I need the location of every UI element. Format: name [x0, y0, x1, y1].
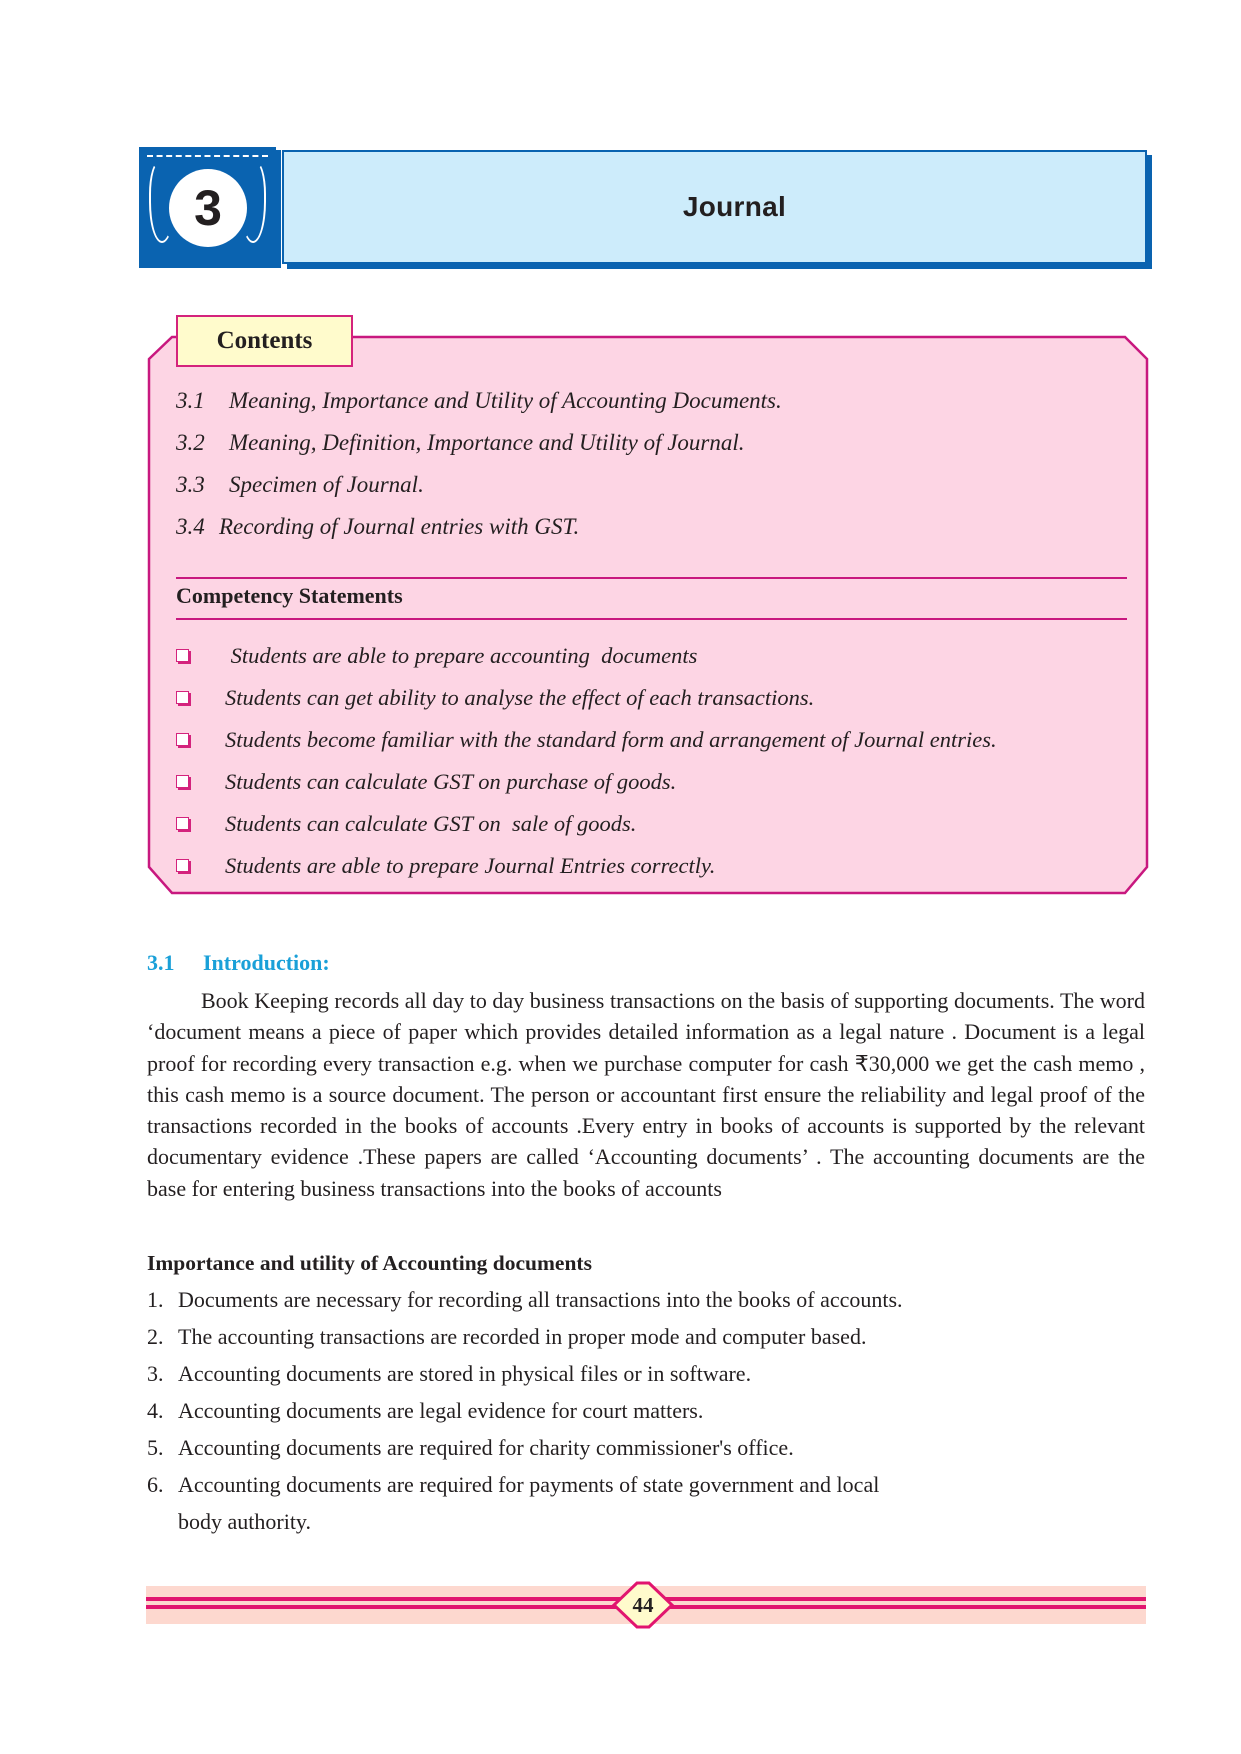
title-accent-bar — [276, 150, 281, 268]
competency-item — [176, 685, 814, 711]
chapter-title-box — [282, 150, 1147, 264]
section-heading — [147, 950, 330, 976]
list-item — [147, 1324, 866, 1350]
competency-item — [176, 853, 715, 879]
contents-label: Contents — [176, 315, 353, 367]
list-item-number: 3. — [147, 1361, 164, 1386]
checkbox-bullet-icon — [176, 649, 189, 662]
competency-item-text: Students are able to prepare Journal Entries correctly. — [225, 853, 716, 878]
checkbox-bullet-icon — [176, 817, 189, 830]
competency-item — [176, 727, 997, 753]
divider — [176, 577, 1127, 579]
competency-item-text: Students become familiar with the standard form and arrangement of Journal entries. — [225, 727, 997, 752]
competency-item — [176, 769, 676, 795]
list-item-text: Accounting documents are legal evidence for court matters. — [178, 1398, 704, 1423]
competency-item — [176, 811, 636, 837]
toc-item-number: 3.2 — [176, 430, 205, 455]
list-item — [147, 1287, 903, 1313]
checkbox-bullet-icon — [176, 859, 189, 872]
checkbox-bullet-icon — [176, 775, 189, 788]
competency-item — [176, 643, 697, 669]
checkbox-bullet-icon — [176, 733, 189, 746]
list-item-number: 2. — [147, 1324, 164, 1349]
competency-item-text: Students are able to prepare accounting documents — [225, 643, 698, 668]
toc-item-number: 3.1 — [176, 388, 205, 413]
toc-item — [176, 388, 782, 414]
chapter-number: 3 — [169, 169, 247, 247]
toc-item-text: Specimen of Journal. — [229, 472, 424, 497]
introduction-paragraph: Book Keeping records all day to day business transactions on the basis of supporting documents. The word ‘document means a piece of paper which provides detailed information as a legal nature . Document is a legal proof for recording every transaction e.g. when we purchase computer for cash ₹30,000 we get the cash memo , this cash memo is a source document. The person or accountant first ensure the reliability and legal proof of the transactions recorded in the books of accounts .Every entry in books of accounts is supported by the relevant documentary evidence .These papers are called ‘Accounting documents’ . The accounting documents are the base for entering business transactions into the books of accounts — [147, 988, 1145, 1201]
list-item-number: 1. — [147, 1287, 164, 1312]
toc-item — [176, 472, 424, 498]
list-item — [147, 1435, 794, 1461]
list-item-number: 6. — [147, 1472, 164, 1497]
competency-heading: Competency Statements — [176, 583, 403, 608]
list-item — [147, 1472, 879, 1498]
list-item-number: 5. — [147, 1435, 164, 1460]
list-item — [147, 1398, 703, 1424]
list-item-continuation: body authority. — [178, 1509, 311, 1534]
section-number: 3.1 — [147, 950, 175, 975]
toc-item-number: 3.3 — [176, 472, 205, 497]
toc-item-number: 3.4 — [176, 514, 205, 539]
toc-item-text: Meaning, Definition, Importance and Utility of Journal. — [229, 430, 745, 455]
competency-item-text: Students can calculate GST on sale of goods. — [225, 811, 637, 836]
chapter-title: Journal — [682, 191, 787, 222]
importance-heading: Importance and utility of Accounting documents — [147, 1251, 592, 1275]
competency-item-text: Students can get ability to analyse the effect of each transactions. — [225, 685, 815, 710]
toc-item-text: Recording of Journal entries with GST. — [219, 514, 580, 539]
competency-item-text: Students can calculate GST on purchase of goods. — [225, 769, 677, 794]
list-item-text: Accounting documents are required for charity commissioner's office. — [178, 1435, 794, 1460]
list-item-number: 4. — [147, 1398, 164, 1423]
list-item — [147, 1361, 751, 1387]
page-number: 44 — [632, 1592, 654, 1617]
list-item-text: The accounting transactions are recorded in proper mode and computer based. — [178, 1324, 867, 1349]
list-item-text: Documents are necessary for recording all transactions into the books of accounts. — [178, 1287, 903, 1312]
list-item-text: Accounting documents are stored in physical files or in software. — [178, 1361, 752, 1386]
toc-item — [176, 430, 745, 456]
checkbox-bullet-icon — [176, 691, 189, 704]
toc-item — [176, 514, 579, 540]
toc-item-text: Meaning, Importance and Utility of Accounting Documents. — [229, 388, 782, 413]
list-item-text: Accounting documents are required for payments of state government and local — [178, 1472, 880, 1497]
section-title: Introduction: — [203, 950, 330, 975]
divider — [176, 618, 1127, 620]
chapter-number-badge — [139, 147, 276, 268]
